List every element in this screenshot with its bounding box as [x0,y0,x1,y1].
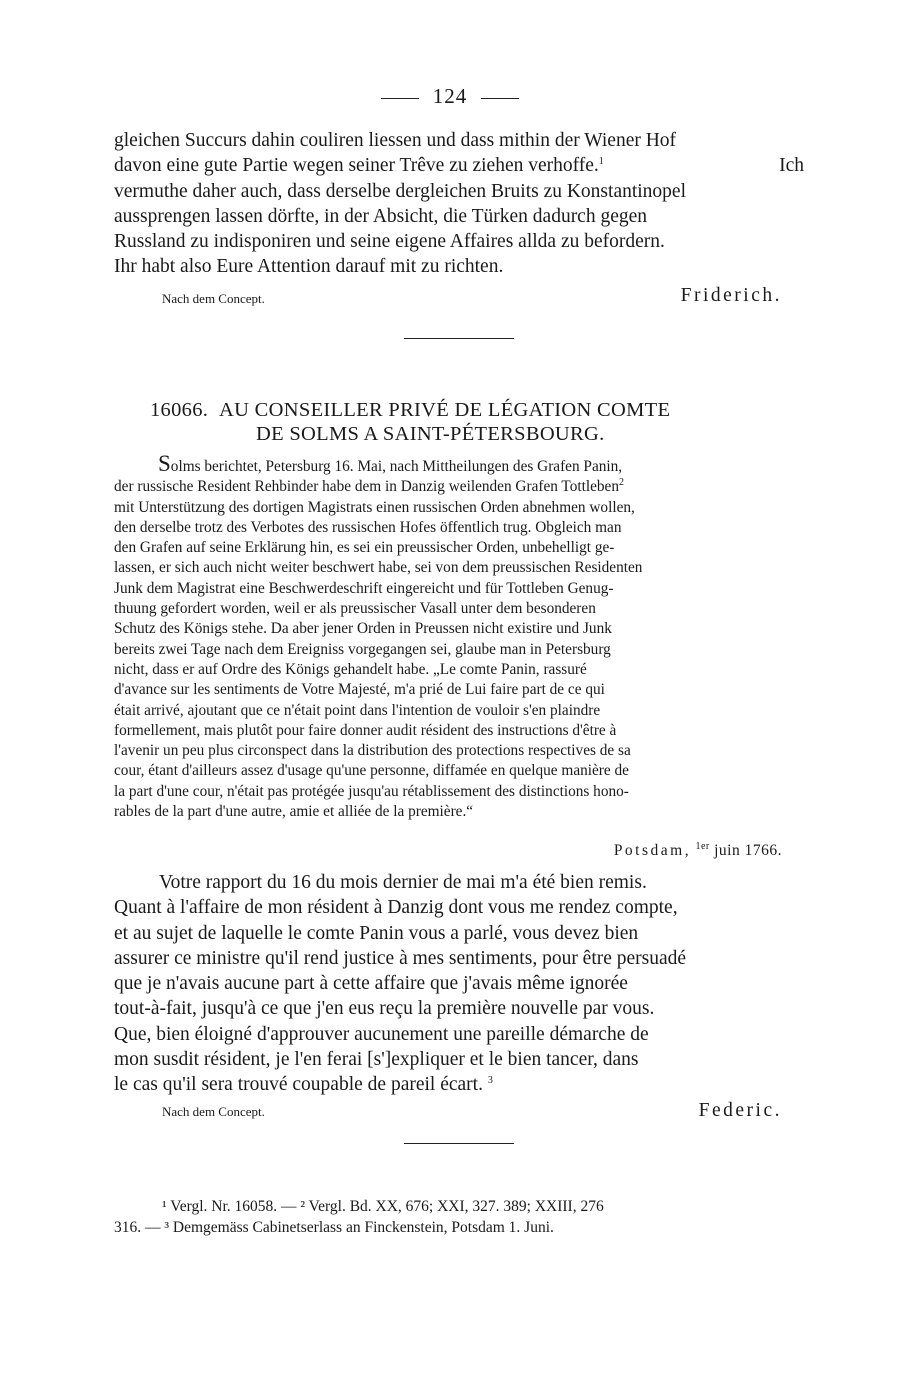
drop-cap: S [158,451,171,476]
heading-text: AU CONSEILLER PRIVÉ DE LÉGATION COMTE [219,399,671,421]
text-line [114,971,804,996]
line-text: formellement, mais plutôt pour faire donner audit résident des instructions d'être à [114,721,617,739]
text-line [114,721,804,741]
page-header [0,84,900,109]
line-text: der russische Resident Rehbinder habe dem in Danzig weilenden Grafen Tottleben2 [114,477,624,496]
line-text: gleichen Succurs dahin couliren liessen und dass mithin der Wiener Hof [114,130,677,151]
date-day-sup: 1er [695,840,710,852]
text-line [114,153,804,178]
signature: Friderich. [680,285,782,306]
text-line [114,558,804,578]
text-line [114,996,804,1021]
line-text: mon susdit résident, je l'en ferai [s']expliquer et le bien tancer, dans [114,1049,639,1071]
line-text: la part d'une cour, n'était pas protégée jusqu'au rétablissement des distinctions hono- [114,782,629,800]
source-note: Nach dem Concept. [162,291,265,306]
line-text: davon eine gute Partie wegen seiner Trêve zu ziehen verhoffe.1 [114,155,604,177]
line-text: Que, bien éloigné d'approuver aucunement une pareille démarche de [114,1023,649,1045]
heading-line [150,398,770,422]
line-text: l'avenir un peu plus circonspect dans la distribution des protections respectives de sa [114,742,631,760]
text-line [114,498,804,518]
line-text: den derselbe trotz des Verbotes des russischen Hofes öffentlich trug. Obgleich man [114,518,622,536]
line-text: et au sujet de laquelle le comte Panin vous a parlé, vous devez bien [114,922,639,944]
text-line [114,640,804,660]
text-line [114,579,804,599]
line-text: Junk dem Magistrat eine Beschwerdeschrift eingereicht und für Tottleben Genug- [114,579,614,597]
text-line [114,701,804,721]
source-note: Nach dem Concept. [162,1104,265,1119]
line-text: d'avance sur les sentiments de Votre Majesté, m'a prié de Lui faire part de ce qui [114,681,605,699]
text-line [114,204,804,229]
text-line [114,538,804,558]
line-text: Ihr habt also Eure Attention darauf mit zu richten. [114,256,504,278]
text-line [114,1047,804,1072]
line-text: était arrivé, ajoutant que ce n'était point dans l'intention de vouloir s'en plaindre [114,701,601,719]
text-line [114,870,804,895]
text-line [114,680,804,700]
line-text: Solms berichtet, Petersburg 16. Mai, nach Mittheilungen des Grafen Panin, [158,451,623,476]
text-line [114,179,804,204]
text-line [114,599,804,619]
text-line [114,1072,804,1097]
footnote-text: ¹ Vergl. Nr. 16058. — ² Vergl. Bd. XX, 676; XXI, 327. 389; XXIII, 276 [162,1198,604,1215]
line-text: aussprengen lassen dörfte, in der Absicht, die Türken dadurch gegen [114,205,648,227]
line-text: den Grafen auf seine Erklärung hin, es sei ein preussischer Orden, unbehelligt ge- [114,539,615,557]
text-line [114,451,804,477]
text-line [114,660,804,680]
dateline [614,842,782,860]
text-line [114,128,804,153]
text-line [114,802,804,822]
text-line [114,895,804,920]
text-line [114,477,804,497]
header-rule-right [481,98,519,99]
line-text: que je n'avais aucune part à cette affaire que j'avais même ignorée [114,973,628,995]
line-text: le cas qu'il sera trouvé coupable de pareil écart. 3 [114,1074,493,1096]
text-line [114,782,804,802]
text-line [114,741,804,761]
line-text: cour, étant d'ailleurs assez d'usage qu'une personne, diffamée en quelque manière de [114,762,629,780]
text-line [114,619,804,639]
text-line [114,229,804,254]
line-text: Votre rapport du 16 du mois dernier de mai m'a été bien remis. [159,872,647,893]
section-divider [404,1143,514,1144]
line-text: thuung gefordert worden, weil er als preussischer Vasall unter dem besonderen [114,600,596,618]
page-number: 124 [432,84,468,108]
text-line [114,921,804,946]
footnote-line [114,1196,804,1217]
line-text: Russland zu indisponiren und seine eigene Affaires allda zu befordern. [114,231,665,253]
heading-text: DE SOLMS A SAINT-PÉTERSBOURG. [256,423,605,445]
line-text: lassen, er sich auch nicht weiter beschwert habe, sei von dem preussischen Residenten [114,559,643,577]
continuation-paragraph [114,128,804,280]
line-text: Quant à l'affaire de mon résident à Danzig dont vous me rendez compte, [114,897,678,919]
date-place: Potsdam, [613,842,692,859]
footnotes [114,1196,804,1238]
line-text: vermuthe daher auch, dass derselbe dergleichen Bruits zu Konstantinopel [114,180,687,202]
footnote-text: 316. — ³ Demgemäss Cabinetserlass an Finckenstein, Potsdam 1. Juni. [114,1219,554,1236]
letter-summary [114,451,804,822]
line-text: Schutz des Königs stehe. Da aber jener Orden in Preussen nicht existire und Junk [114,620,612,638]
line-text: mit Unterstützung des dortigen Magistrats einen russischen Orden abnehmen wollen, [114,498,635,516]
text-line [114,761,804,781]
text-line [114,518,804,538]
date-rest: juin 1766. [714,842,782,859]
line-text: bereits zwei Tage nach dem Ereigniss vorgegangen sei, glaube man in Petersburg [114,640,611,658]
letter-body [114,870,804,1098]
text-line [114,1022,804,1047]
section-divider [404,338,514,339]
text-line [114,946,804,971]
heading-line [150,422,770,446]
signature: Federic. [698,1100,782,1121]
header-rule-left [381,98,419,99]
line-text: Ich [779,155,804,177]
line-text: rables de la part d'une autre, amie et alliée de la première.“ [114,803,474,821]
line-text: tout-à-fait, jusqu'à ce que j'en eus reçu la première nouvelle par vous. [114,998,655,1020]
letter-number: 16066. [150,399,209,421]
line-text: assurer ce ministre qu'il rend justice à mes sentiments, pour être persuadé [114,947,687,969]
text-line [114,254,804,279]
letter-heading [150,398,770,446]
footnote-line [114,1217,804,1238]
line-text: nicht, dass er auf Ordre des Königs gehandelt habe. „Le comte Panin, rassuré [114,660,587,678]
